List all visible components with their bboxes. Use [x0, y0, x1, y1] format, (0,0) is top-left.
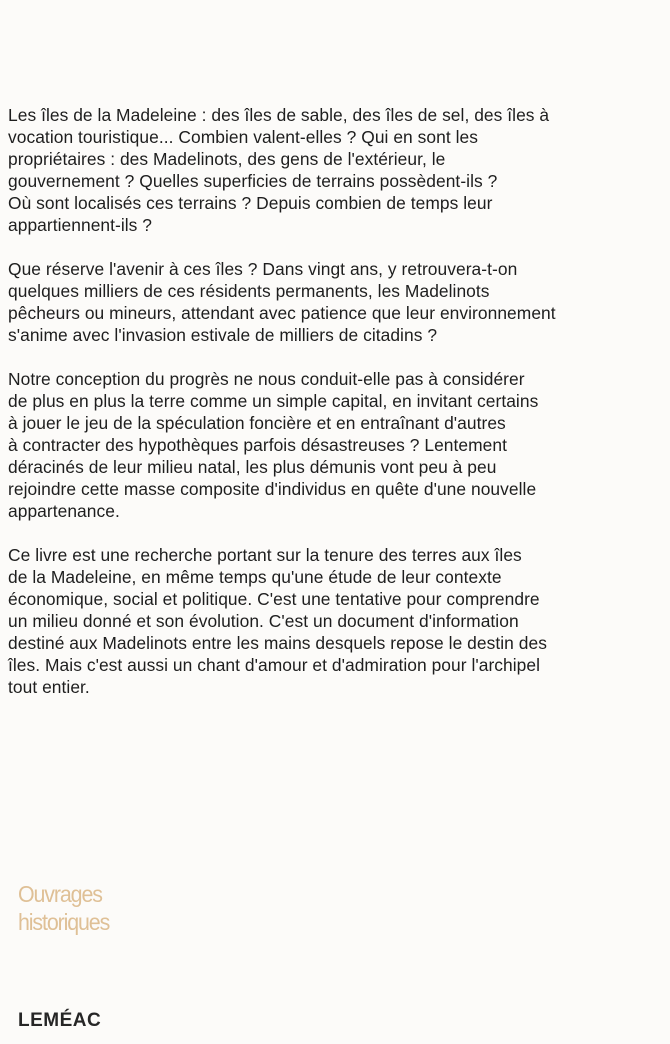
series-title-line-2: historiques: [18, 909, 110, 935]
text-line: destiné aux Madelinots entre les mains desquels repose le destin des: [8, 633, 547, 653]
text-line: Les îles de la Madeleine : des îles de sable, des îles de sel, des îles à: [8, 105, 550, 125]
text-line: appartenance.: [8, 501, 120, 521]
text-line: Ce livre est une recherche portant sur la tenure des terres aux îles: [8, 545, 522, 565]
paragraph-3: [8, 368, 664, 522]
text-line: rejoindre cette masse composite d'individus en quête d'une nouvelle: [8, 479, 537, 499]
text-line: Où sont localisés ces terrains ? Depuis combien de temps leur: [8, 193, 493, 213]
text-line: déracinés de leur milieu natal, les plus démunis vont peu à peu: [8, 457, 497, 477]
text-line: économique, social et politique. C'est une tentative pour comprendre: [8, 589, 540, 609]
text-line: tout entier.: [8, 677, 90, 697]
text-line: quelques milliers de ces résidents permanents, les Madelinots: [8, 281, 490, 301]
text-line: s'anime avec l'invasion estivale de milliers de citadins ?: [8, 325, 438, 345]
paragraph-4: [8, 544, 664, 698]
text-line: Notre conception du progrès ne nous conduit-elle pas à considérer: [8, 369, 525, 389]
text-line: pêcheurs ou mineurs, attendant avec patience que leur environnement: [8, 303, 556, 323]
series-title: [18, 880, 109, 936]
publisher-logo: LEMÉAC: [18, 1010, 102, 1031]
back-cover-text: [8, 104, 664, 720]
text-line: vocation touristique... Combien valent-elles ? Qui en sont les: [8, 127, 478, 147]
text-line: appartiennent-ils ?: [8, 215, 153, 235]
series-title-line-1: Ouvrages: [18, 881, 102, 907]
text-line: à jouer le jeu de la spéculation foncière et en entraînant d'autres: [8, 413, 506, 433]
text-line: à contracter des hypothèques parfois désastreuses ? Lentement: [8, 435, 507, 455]
text-line: Que réserve l'avenir à ces îles ? Dans vingt ans, y retrouvera-t-on: [8, 259, 518, 279]
text-line: un milieu donné et son évolution. C'est un document d'information: [8, 611, 519, 631]
text-line: de plus en plus la terre comme un simple capital, en invitant certains: [8, 391, 539, 411]
text-line: propriétaires : des Madelinots, des gens de l'extérieur, le: [8, 149, 446, 169]
text-line: gouvernement ? Quelles superficies de terrains possèdent-ils ?: [8, 171, 498, 191]
text-line: îles. Mais c'est aussi un chant d'amour et d'admiration pour l'archipel: [8, 655, 541, 675]
paragraph-2: [8, 258, 664, 346]
text-line: de la Madeleine, en même temps qu'une étude de leur contexte: [8, 567, 502, 587]
paragraph-1: [8, 104, 664, 236]
